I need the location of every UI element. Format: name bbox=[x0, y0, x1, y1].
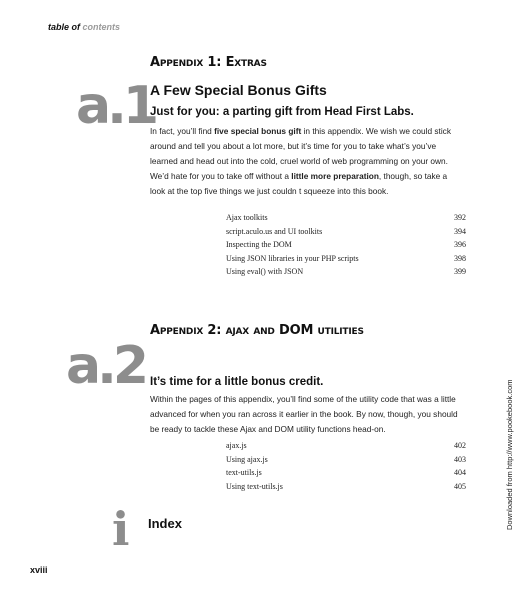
toc-row[interactable] bbox=[226, 455, 466, 469]
toc-row[interactable] bbox=[226, 468, 466, 482]
index-title[interactable]: Index bbox=[148, 516, 182, 531]
running-head-prefix: table of bbox=[48, 22, 81, 32]
appendix1-body bbox=[150, 124, 460, 199]
toc-page: 403 bbox=[454, 454, 466, 464]
appendix1-body-bold1: five special bonus gift bbox=[214, 126, 302, 136]
toc-page: 405 bbox=[454, 481, 466, 491]
toc-label: ajax.js bbox=[226, 441, 247, 450]
toc-row[interactable] bbox=[226, 267, 466, 281]
appendix2-toc bbox=[226, 441, 466, 495]
appendix1-number: a.1 bbox=[76, 76, 156, 136]
toc-label: script.aculo.us and UI toolkits bbox=[226, 226, 323, 236]
appendix2-body: Within the pages of this appendix, you’ll find some of the utility code that was a little advanced for when you ran across it earlier in the book. By now, though, you should be ready to tackle these Ajax and DOM utility functions head-on. bbox=[150, 394, 458, 434]
toc-row[interactable] bbox=[226, 482, 466, 496]
toc-page: 402 bbox=[454, 441, 466, 450]
toc-row[interactable] bbox=[226, 213, 466, 227]
running-head-suffix: contents bbox=[82, 22, 121, 32]
toc-label: Ajax toolkits bbox=[226, 213, 268, 222]
toc-label: Using eval() with JSON bbox=[226, 267, 304, 277]
toc-page: 392 bbox=[454, 213, 466, 222]
toc-page: 404 bbox=[454, 468, 466, 478]
toc-page: 398 bbox=[454, 253, 466, 263]
appendix1-body-bold2: little more preparation bbox=[291, 171, 379, 181]
appendix1-body-p1: In fact, you’ll find bbox=[150, 126, 215, 136]
appendix1-body-p3: in this appendix. We wish we could stick around and tell you about a lot more, but it’s time for you to take what’s you’ve learned and head out into the cold, cruel world of web programming on your own. We’d hate for you to take off without a bbox=[150, 126, 451, 181]
appendix1-title: A Few Special Bonus Gifts bbox=[150, 82, 327, 98]
appendix2-subtitle: It’s time for a little bonus credit. bbox=[150, 376, 324, 388]
toc-page: 399 bbox=[454, 267, 466, 277]
toc-page: 396 bbox=[454, 240, 466, 250]
toc-row[interactable] bbox=[226, 240, 466, 254]
appendix1-heading: Appendix 1: Extras bbox=[150, 55, 267, 70]
appendix1-body-p5: , though, so take a look at the top five things we just couldn t squeeze into this book. bbox=[150, 171, 448, 196]
toc-label: Using JSON libraries in your PHP scripts bbox=[226, 253, 359, 263]
toc-label: Using text-utils.js bbox=[226, 481, 283, 491]
index-letter-icon: i bbox=[112, 502, 130, 556]
download-watermark: Downloaded from http://www.pookebook.com bbox=[505, 379, 514, 530]
toc-label: Inspecting the DOM bbox=[226, 240, 292, 250]
toc-row[interactable] bbox=[226, 254, 466, 268]
toc-row[interactable] bbox=[226, 441, 466, 455]
toc-row[interactable] bbox=[226, 227, 466, 241]
appendix2-number: a.2 bbox=[66, 336, 146, 396]
appendix1-toc bbox=[226, 213, 466, 281]
toc-label: Using ajax.js bbox=[226, 454, 268, 464]
page-number: xviii bbox=[30, 565, 48, 575]
appendix2-heading: Appendix 2: ajax and DOM utilities bbox=[150, 323, 364, 338]
toc-page: 394 bbox=[454, 226, 466, 236]
running-head bbox=[48, 22, 120, 32]
toc-label: text-utils.js bbox=[226, 468, 262, 478]
appendix1-subtitle: Just for you: a parting gift from Head First Labs. bbox=[150, 106, 414, 118]
